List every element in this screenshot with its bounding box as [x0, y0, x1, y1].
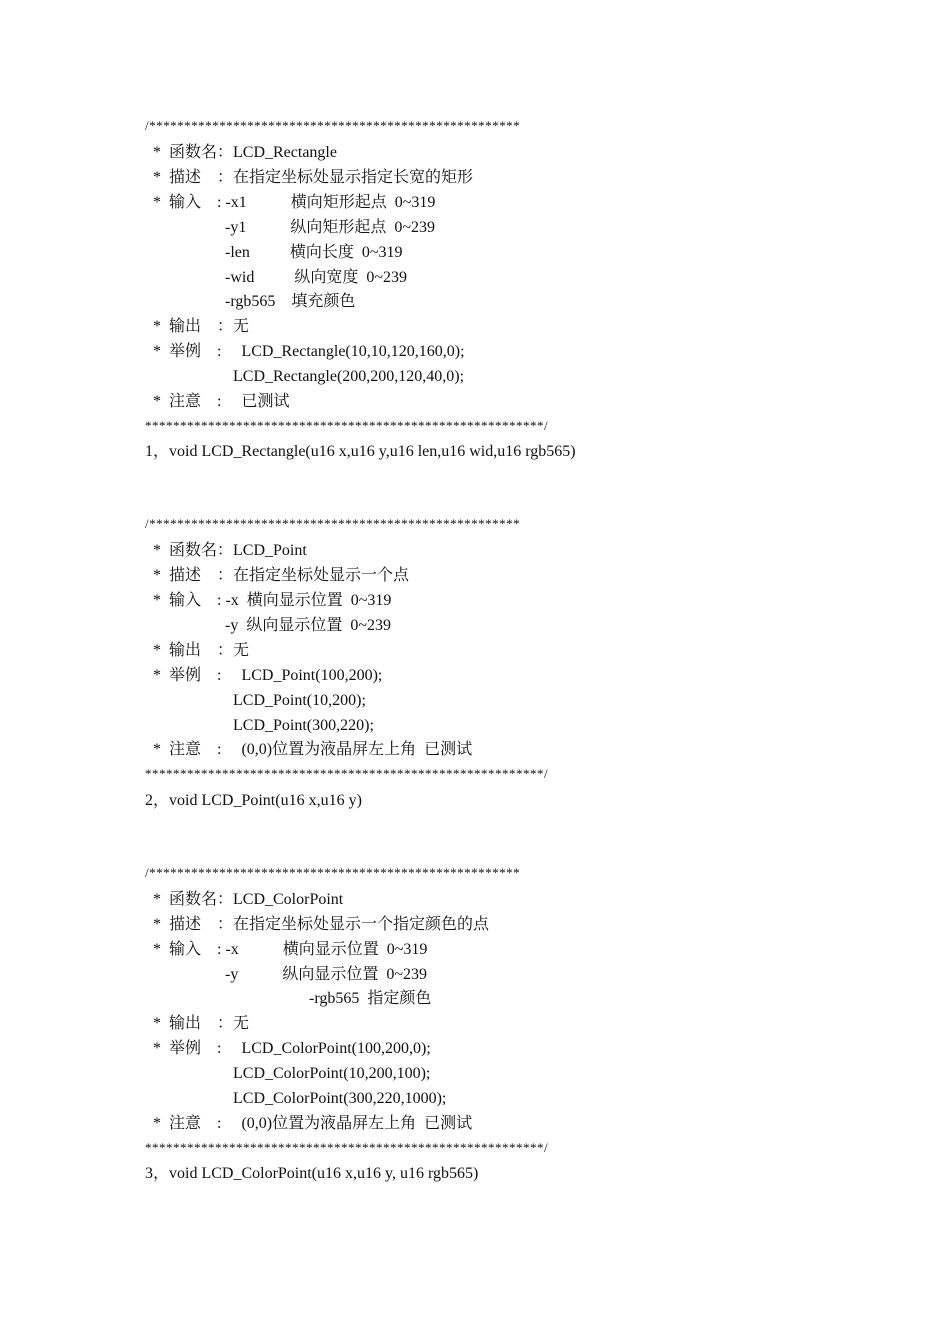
note-line: * 注意 : (0,0)位置为液晶屏左上角 已测试 — [145, 1115, 473, 1132]
input-line: -wid 纵向宽度 0~239 — [145, 269, 407, 286]
example-line: LCD_Point(300,220); — [145, 717, 374, 734]
description-line: * 描述 ：在指定坐标处显示指定长宽的矩形 — [145, 169, 474, 186]
input-line: -len 横向长度 0~319 — [145, 244, 403, 261]
output-line: * 输出 ：无 — [145, 642, 250, 659]
note-line: * 注意 : 已测试 — [145, 393, 290, 410]
example-line: * 举例 : LCD_Rectangle(10,10,120,160,0); — [145, 343, 465, 360]
function-signature: 1，void LCD_Rectangle(u16 x,u16 y,u16 len,u16 wid,u16 rgb565) — [145, 443, 576, 460]
input-line: * 输入 : -x 横向显示位置 0~319 — [145, 592, 392, 609]
example-line: LCD_ColorPoint(300,220,1000); — [145, 1090, 447, 1107]
description-line: * 描述 ：在指定坐标处显示一个指定颜色的点 — [145, 916, 490, 933]
input-line: -y1 纵向矩形起点 0~239 — [145, 219, 435, 236]
input-line: * 输入 : -x1 横向矩形起点 0~319 — [145, 194, 436, 211]
comment-footer: *********************************************************/ — [145, 418, 549, 433]
input-line: -rgb565 指定颜色 — [145, 990, 432, 1007]
function-signature: 3，void LCD_ColorPoint(u16 x,u16 y, u16 rgb565) — [145, 1165, 479, 1182]
comment-header: /***************************************************** — [145, 516, 521, 531]
input-line: -y 纵向显示位置 0~239 — [145, 617, 391, 634]
output-line: * 输出 ：无 — [145, 318, 250, 335]
note-line: * 注意 : (0,0)位置为液晶屏左上角 已测试 — [145, 741, 473, 758]
example-line: * 举例 : LCD_ColorPoint(100,200,0); — [145, 1040, 431, 1057]
comment-footer: *********************************************************/ — [145, 766, 549, 781]
function-name-line: * 函数名：LCD_ColorPoint — [145, 891, 344, 908]
input-line: -rgb565 填充颜色 — [145, 293, 356, 310]
comment-footer: *********************************************************/ — [145, 1140, 549, 1155]
comment-header: /***************************************************** — [145, 865, 521, 880]
function-name-line: * 函数名：LCD_Rectangle — [145, 144, 337, 161]
example-line: * 举例 : LCD_Point(100,200); — [145, 667, 383, 684]
comment-header: /***************************************************** — [145, 118, 521, 133]
input-line: * 输入 : -x 横向显示位置 0~319 — [145, 941, 428, 958]
example-line: LCD_Point(10,200); — [145, 692, 366, 709]
input-line: -y 纵向显示位置 0~239 — [145, 966, 427, 983]
example-line: LCD_Rectangle(200,200,120,40,0); — [145, 368, 465, 385]
description-line: * 描述 ：在指定坐标处显示一个点 — [145, 567, 410, 584]
example-line: LCD_ColorPoint(10,200,100); — [145, 1065, 431, 1082]
output-line: * 输出 ：无 — [145, 1015, 250, 1032]
function-name-line: * 函数名：LCD_Point — [145, 542, 307, 559]
function-signature: 2，void LCD_Point(u16 x,u16 y) — [145, 792, 362, 809]
